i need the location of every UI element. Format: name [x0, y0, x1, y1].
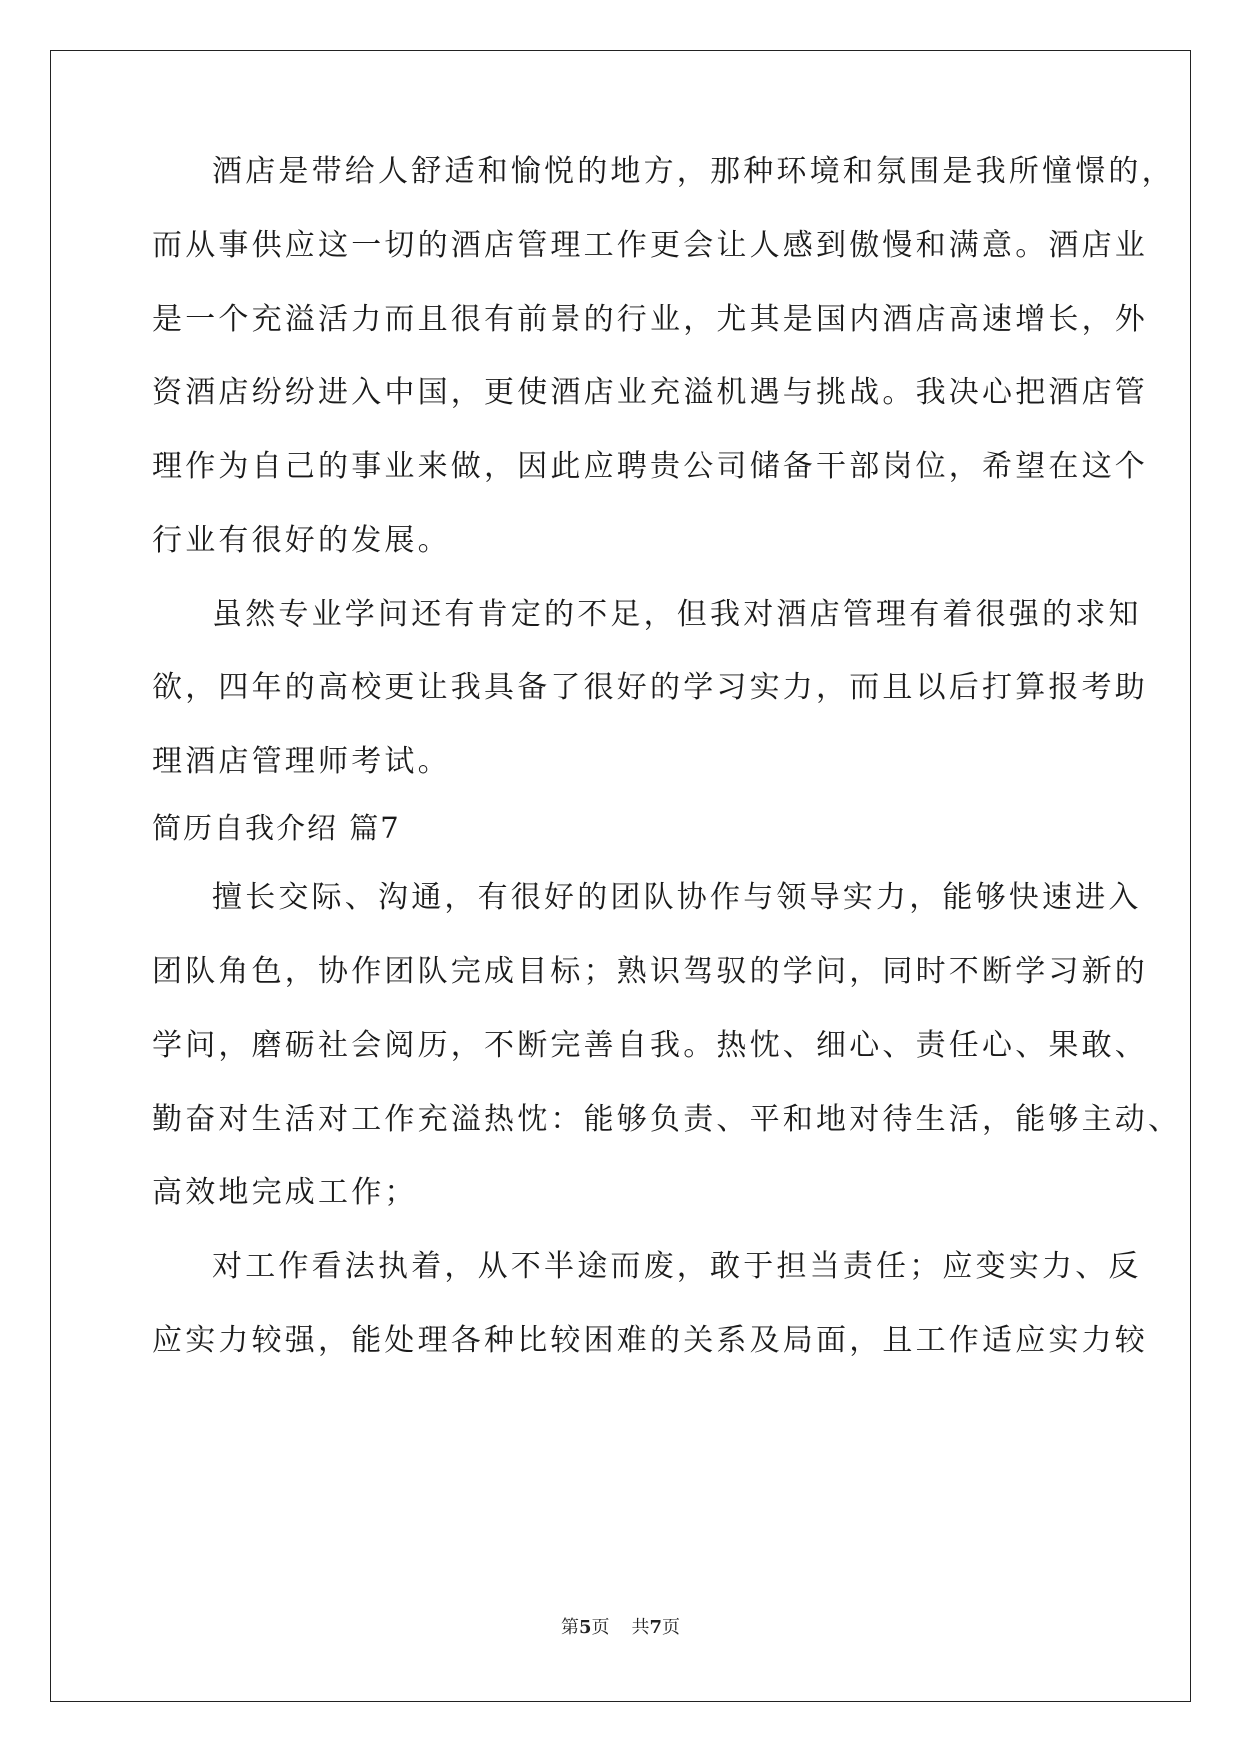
footer-page-prefix: 第: [560, 1617, 579, 1638]
paragraph-1-line-3: 是一个充溢活力而且很有前景的行业，尤其是国内酒店高速增长，外: [152, 302, 1148, 337]
paragraph-1-line-4: 资酒店纷纷进入中国，更使酒店业充溢机遇与挑战。我决心把酒店管: [152, 375, 1148, 410]
page-border: [50, 50, 1191, 1702]
paragraph-2-line-3: 理酒店管理师考试。: [152, 744, 451, 779]
paragraph-2-line-1: 虽然专业学问还有肯定的不足，但我对酒店管理有着很强的求知: [212, 597, 1142, 632]
paragraph-3-line-4: 勤奋对生活对工作充溢热忱：能够负责、平和地对待生活，能够主动、: [152, 1102, 1182, 1137]
section-heading: 简历自我介绍 篇7: [152, 811, 401, 845]
paragraph-1-line-6: 行业有很好的发展。: [152, 523, 451, 558]
paragraph-2-line-2: 欲，四年的高校更让我具备了很好的学习实力，而且以后打算报考助: [152, 670, 1148, 705]
footer-total-suffix: 页: [662, 1617, 681, 1638]
footer-total-prefix: 共: [631, 1617, 650, 1638]
paragraph-3-line-1: 擅长交际、沟通，有很好的团队协作与领导实力，能够快速进入: [212, 880, 1142, 915]
page-footer: [0, 1616, 1241, 1640]
paragraph-3-line-3: 学问，磨砺社会阅历，不断完善自我。热忱、细心、责任心、果敢、: [152, 1028, 1148, 1063]
footer-page-suffix: 页: [591, 1617, 610, 1638]
paragraph-3-line-5: 高效地完成工作；: [152, 1175, 418, 1210]
paragraph-4-line-2: 应实力较强，能处理各种比较困难的关系及局面，且工作适应实力较: [152, 1323, 1148, 1358]
footer-page-total: 7: [649, 1617, 663, 1638]
footer-page-current: 5: [578, 1617, 592, 1638]
paragraph-4-line-1: 对工作看法执着，从不半途而废，敢于担当责任；应变实力、反: [212, 1249, 1142, 1284]
paragraph-1-line-1: 酒店是带给人舒适和愉悦的地方，那种环境和氛围是我所憧憬的，: [212, 154, 1175, 189]
paragraph-1-line-2: 而从事供应这一切的酒店管理工作更会让人感到傲慢和满意。酒店业: [152, 228, 1148, 263]
paragraph-3-line-2: 团队角色，协作团队完成目标；熟识驾驭的学问，同时不断学习新的: [152, 954, 1148, 989]
paragraph-1-line-5: 理作为自己的事业来做，因此应聘贵公司储备干部岗位，希望在这个: [152, 449, 1148, 484]
